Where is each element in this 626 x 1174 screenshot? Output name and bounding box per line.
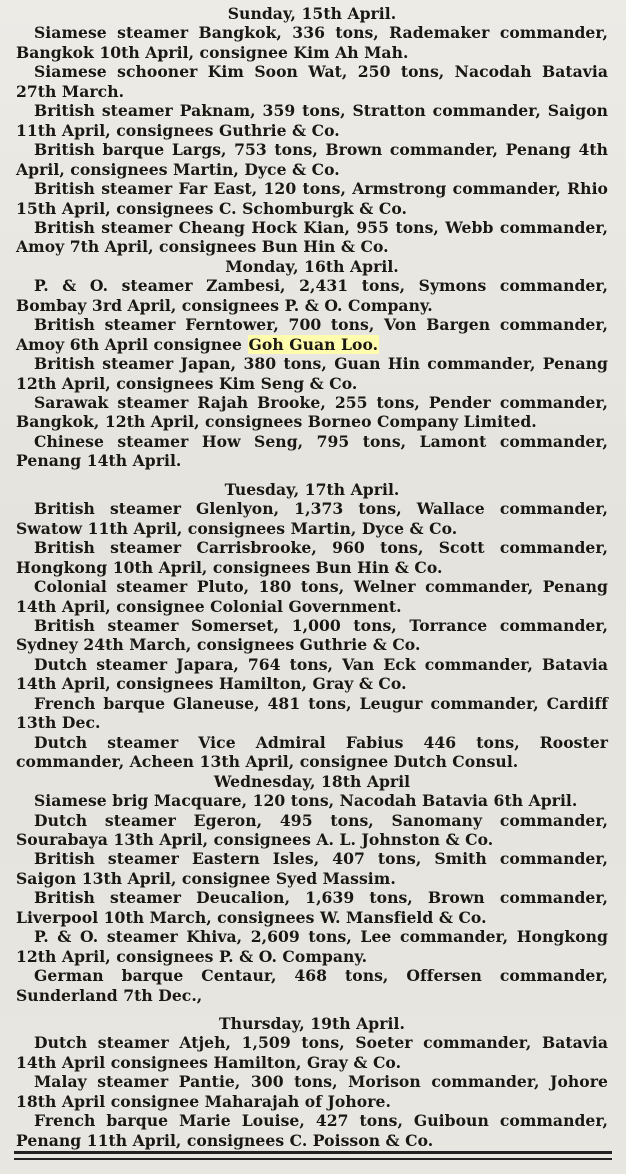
arrival-entry: French barque Glaneuse, 481 tons, Leugur commander, Cardiff 13th Dec. xyxy=(16,693,608,733)
arrival-entry: British steamer Japan, 380 tons, Guan Hin commander, Penang 12th April, consignees Kim Seng & Co. xyxy=(16,354,608,393)
arrival-entry: Sarawak steamer Rajah Brooke, 255 tons, Pender commander, Bangkok, 12th April, consignees Borneo Company Limited. xyxy=(16,393,608,432)
arrival-entry: Siamese schooner Kim Soon Wat, 250 tons, Nacodah Batavia 27th March. xyxy=(16,62,608,101)
arrival-entry: Chinese steamer How Seng, 795 tons, Lamont commander, Penang 14th April. xyxy=(16,431,608,471)
arrival-entry: Dutch steamer Atjeh, 1,509 tons, Soeter commander, Batavia 14th April consignees Hamilton, Gray & Co. xyxy=(16,1033,608,1072)
arrival-entry: Siamese brig Macquare, 120 tons, Nacodah Batavia 6th April. xyxy=(34,791,578,811)
arrival-entry: Dutch steamer Egeron, 495 tons, Sanomany commander, Sourabaya 13th April, consignees A. L. Johnston & Co. xyxy=(16,810,608,849)
arrival-entry: Colonial steamer Pluto, 180 tons, Welner commander, Penang 14th April, consignee Colonial Government. xyxy=(16,577,608,616)
arrival-entry: Malay steamer Pantie, 300 tons, Morison commander, Johore 18th April consignee Maharajah of Johore. xyxy=(16,1072,608,1111)
arrival-entry: British steamer Somerset, 1,000 tons, Torrance commander, Sydney 24th March, consignees Guthrie & Co. xyxy=(16,616,608,655)
arrival-entry: British steamer Cheang Hock Kian, 955 tons, Webb commander, Amoy 7th April, consignees Bun Hin & Co. xyxy=(16,217,608,257)
arrival-entry: Dutch steamer Vice Admiral Fabius 446 tons, Rooster commander, Acheen 13th April, consignee Dutch Consul. xyxy=(16,732,608,772)
shipping-arrivals-column xyxy=(16,4,608,1150)
arrival-entry: French barque Marie Louise, 427 tons, Guiboun commander, Penang 11th April, consignees C. Poisson & Co. xyxy=(16,1111,608,1150)
date-heading: Wednesday, 18th April xyxy=(213,771,411,791)
date-heading: Sunday, 15th April. xyxy=(227,4,397,23)
footer-rule xyxy=(14,1151,612,1154)
footer-rule xyxy=(14,1158,612,1160)
arrival-entry: P. & O. steamer Zambesi, 2,431 tons, Symons commander, Bombay 3rd April, consignees P. & O. Company. xyxy=(16,276,608,315)
arrival-entry-text: British steamer Ferntower, 700 tons, Von Bargen commander, Amoy 6th April consignee xyxy=(16,315,608,354)
arrival-entry: German barque Centaur, 468 tons, Offersen commander, Sunderland 7th Dec., xyxy=(16,966,608,1005)
arrival-entry: British steamer Eastern Isles, 407 tons, Smith commander, Saigon 13th April, consignee Syed Massim. xyxy=(16,849,608,888)
highlighted-consignee: Goh Guan Loo. xyxy=(248,334,379,354)
arrival-entry: Dutch steamer Japara, 764 tons, Van Eck commander, Batavia 14th April, consignees Hamilton, Gray & Co. xyxy=(16,654,608,694)
arrival-entry-highlighted xyxy=(16,315,608,354)
arrival-entry: British steamer Glenlyon, 1,373 tons, Wallace commander, Swatow 11th April, consignees Martin, Dyce & Co. xyxy=(16,499,608,538)
arrival-entry: Siamese steamer Bangkok, 336 tons, Rademaker commander, Bangkok 10th April, consignee Kim Ah Mah. xyxy=(16,23,608,62)
arrival-entry: P. & O. steamer Khiva, 2,609 tons, Lee commander, Hongkong 12th April, consignees P. & O. Company. xyxy=(16,927,608,966)
date-heading: Thursday, 19th April. xyxy=(219,1014,405,1034)
arrival-entry: British steamer Carrisbrooke, 960 tons, Scott commander, Hongkong 10th April, consignees Bun Hin & Co. xyxy=(16,538,608,577)
arrival-entry: British steamer Far East, 120 tons, Armstrong commander, Rhio 15th April, consignees C. Schomburgk & Co. xyxy=(16,179,608,218)
date-heading: Tuesday, 17th April. xyxy=(224,479,400,499)
arrival-entry: British barque Largs, 753 tons, Brown commander, Penang 4th April, consignees Martin, Dyce & Co. xyxy=(16,140,608,179)
arrival-entry: British steamer Paknam, 359 tons, Stratton commander, Saigon 11th April, consignees Guthrie & Co. xyxy=(16,101,608,140)
arrival-entry: British steamer Deucalion, 1,639 tons, Brown commander, Liverpool 10th March, consignees W. Mansfield & Co. xyxy=(16,888,608,927)
date-heading: Monday, 16th April. xyxy=(225,256,399,276)
